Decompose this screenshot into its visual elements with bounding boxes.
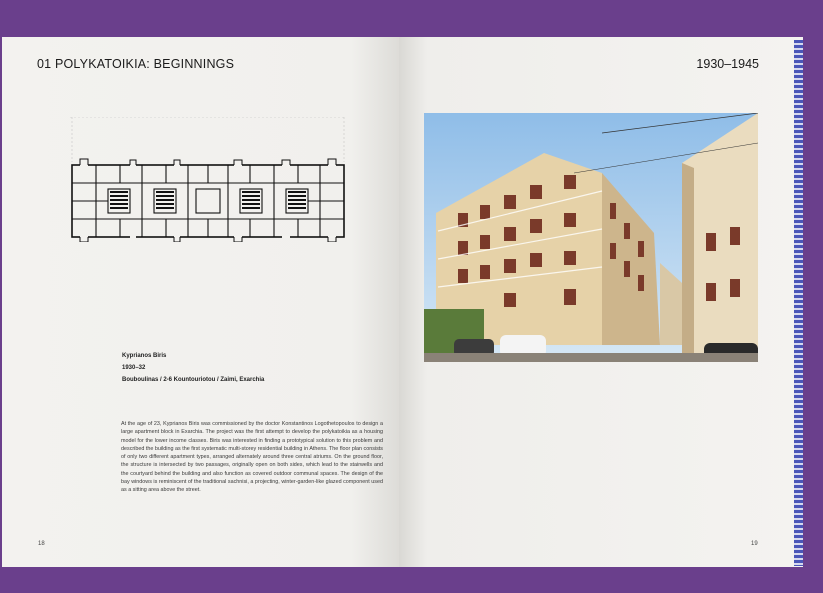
floor-plan-drawing — [70, 117, 346, 242]
project-years: 1930–32 — [122, 365, 146, 371]
page-number-left: 18 — [38, 541, 45, 547]
open-book — [2, 37, 803, 567]
project-credits — [122, 350, 264, 386]
chapter-title: 01 POLYKATOIKIA: BEGINNINGS — [37, 57, 235, 71]
building-photo — [424, 113, 758, 362]
architect-name: Kyprianos Biris — [122, 353, 167, 359]
page-number-right: 19 — [751, 541, 758, 547]
left-page — [2, 37, 399, 567]
body-text: At the age of 23, Kyprianos Biris was commissioned by the doctor Konstantinos Logothetopoulos to design a large apartment block in Exarchia. The project was the first attempt to develop the polykatoikia as a housing model for the lower income classes. Biris was interested in finding a prototypical solution to this problem and described the building as the first systematic multi-storey residential building in Athens. The floor plan consists of only two different apartment types, arranged alternately around three central atriums. On the ground floor, the structure is intersected by two passages, originally open on both sides, which lead to the stairwells and the courtyard behind the building and also function as covered outdoor communal spaces. The design of the bay windows is reminiscent of the traditional sachnisi, a projecting, winter-garden-like glazed component used as a sitting area above the street. — [121, 421, 383, 494]
book-page-edge — [794, 40, 803, 566]
period-label: 1930–1945 — [696, 57, 759, 71]
project-address: Bouboulinas / 2-6 Kountouriotou / Zaimi, Exarchia — [122, 377, 265, 383]
